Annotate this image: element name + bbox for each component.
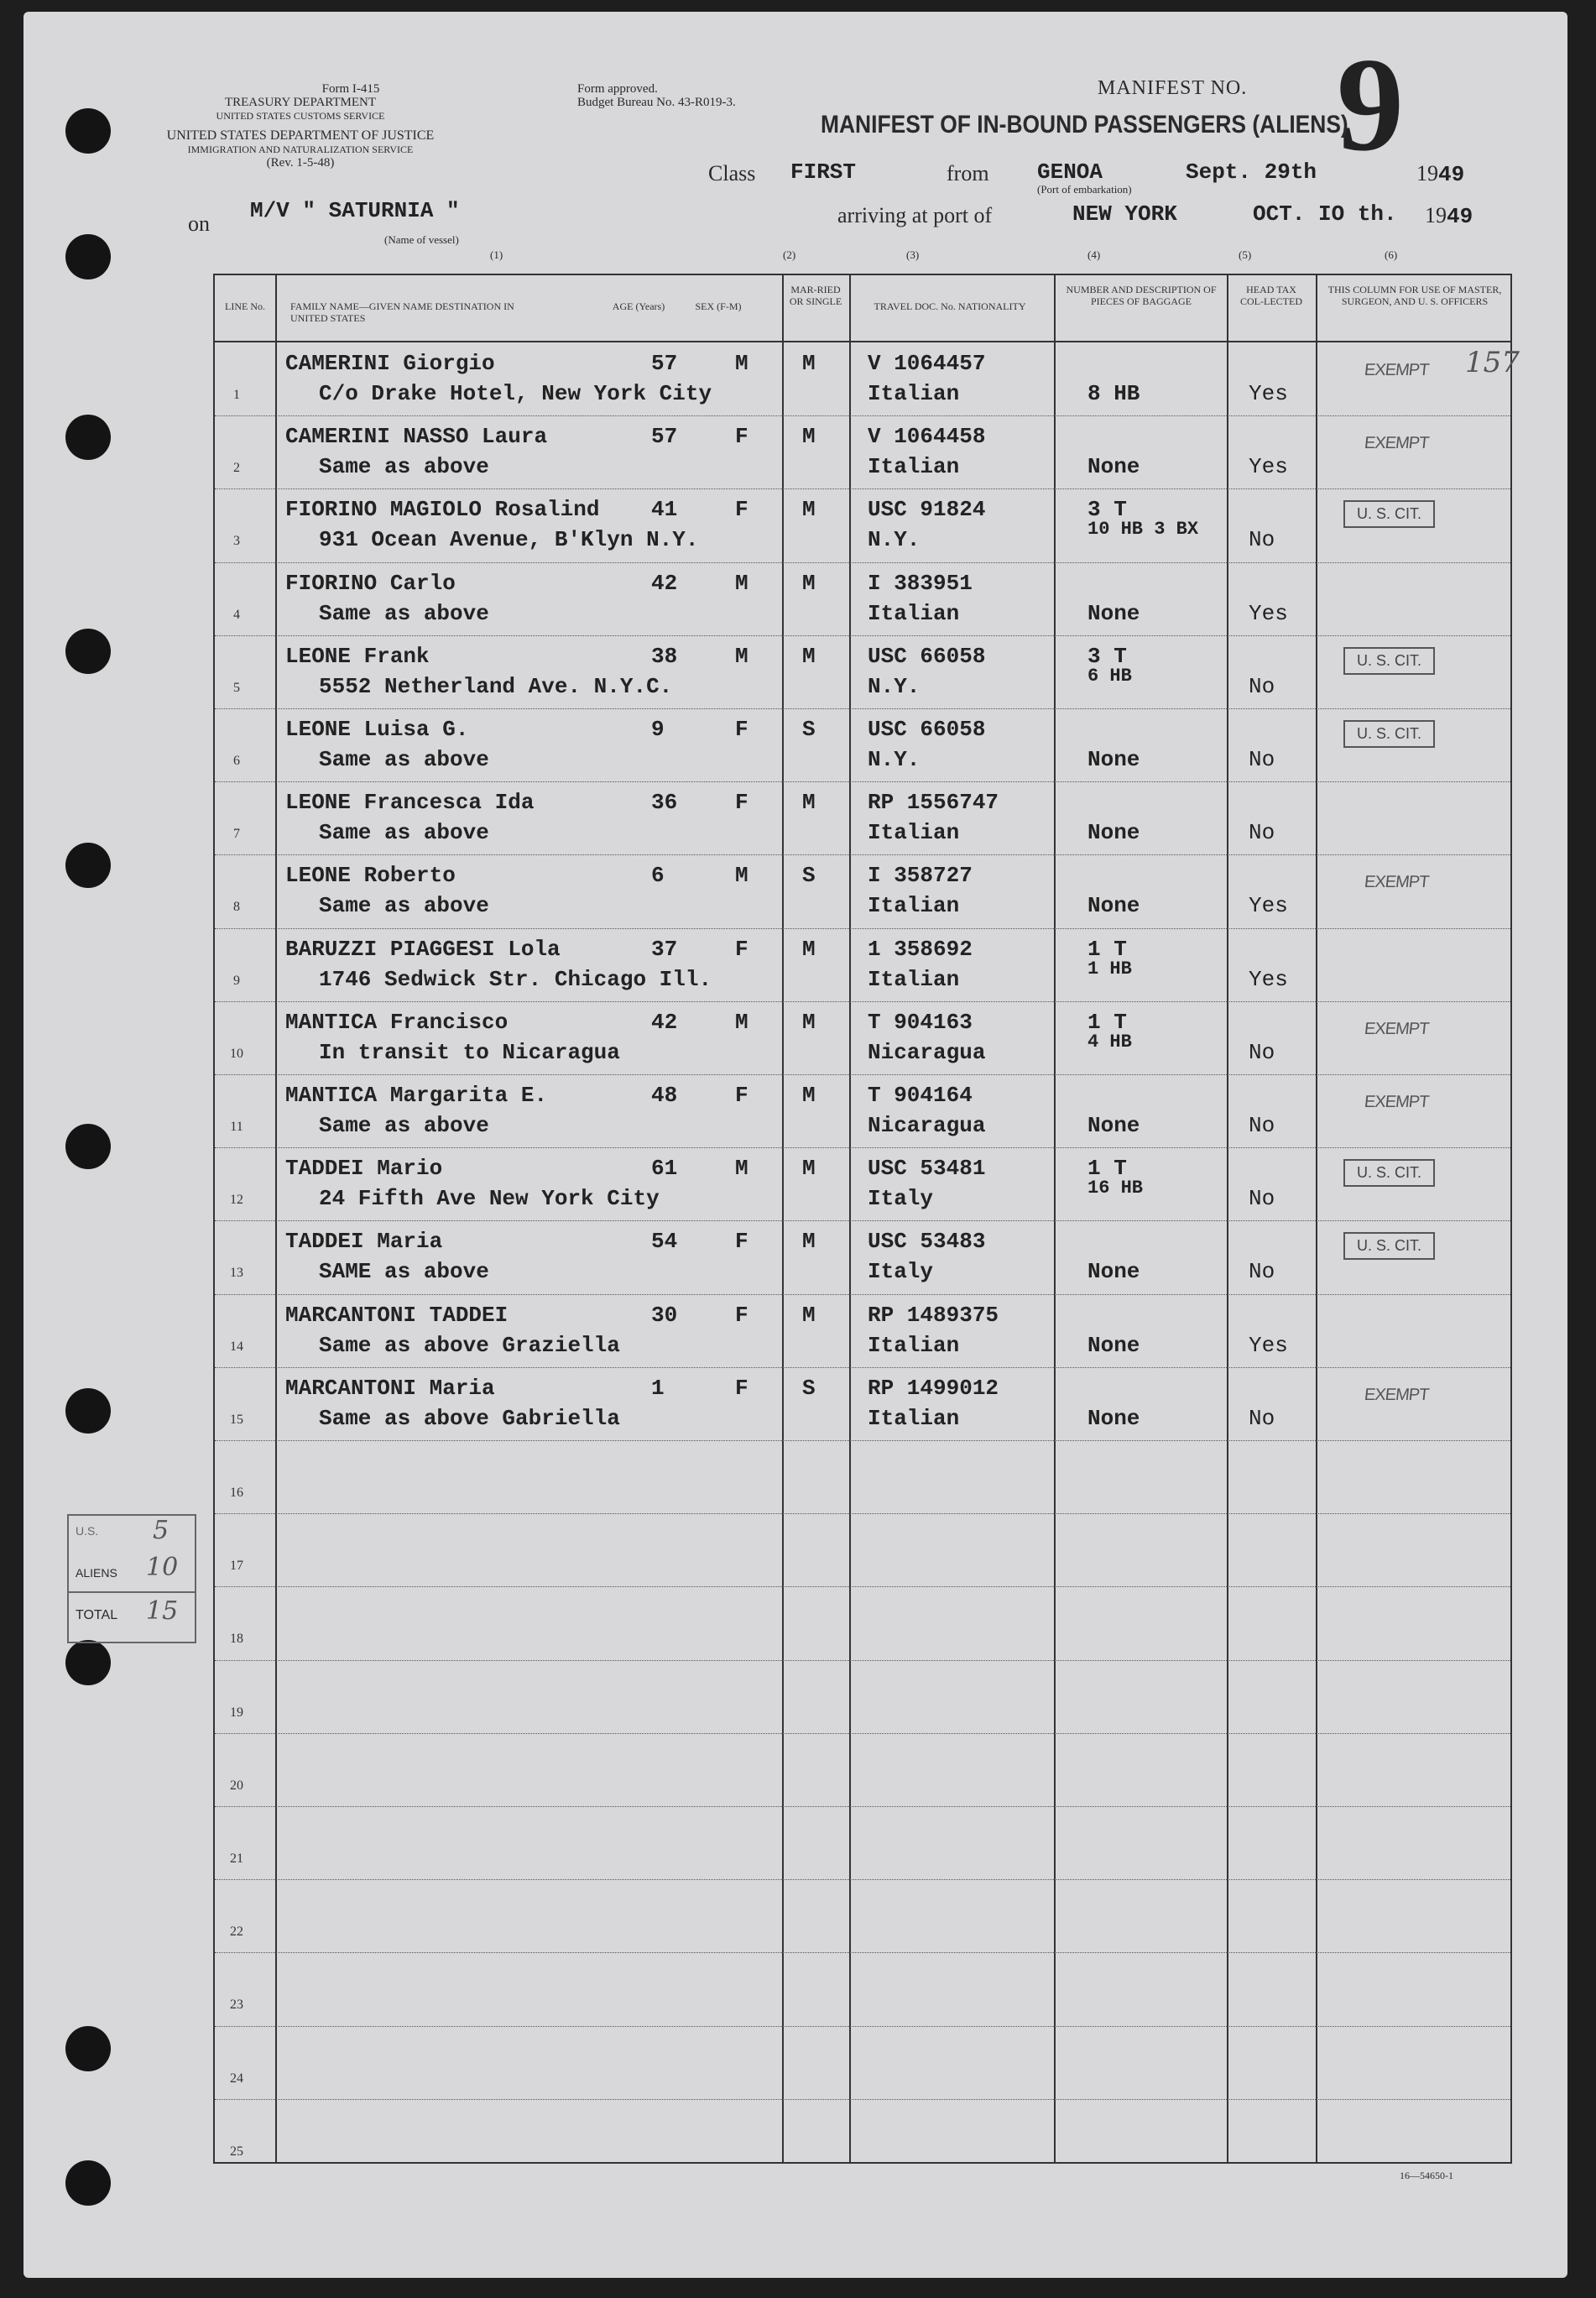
header-age: AGE (Years) <box>612 300 665 312</box>
form-approved-text: Form approved. <box>577 82 658 96</box>
marital-status: S <box>802 863 816 889</box>
baggage-primary: 1 T <box>1087 1156 1127 1182</box>
exempt-note: EXEMPT <box>1363 873 1430 892</box>
sex: F <box>735 424 748 450</box>
baggage-secondary: 10 HB 3 BX <box>1087 519 1199 541</box>
sex: F <box>735 717 748 742</box>
table-row-empty <box>215 1513 1510 1586</box>
marital-status: M <box>802 1229 816 1255</box>
us-citizen-stamp: U. S. CIT. <box>1343 500 1435 528</box>
passenger-name: FIORINO Carlo <box>285 570 456 596</box>
age: 36 <box>651 790 678 816</box>
punch-hole <box>65 1124 111 1169</box>
header-sex: SEX (F-M) <box>695 300 742 312</box>
nationality: Nicaragua <box>868 1113 986 1138</box>
table-row <box>215 1001 1510 1074</box>
departure-date: Sept. 29th <box>1186 159 1317 185</box>
table-row <box>215 854 1510 927</box>
passenger-name: CAMERINI NASSO Laura <box>285 424 548 450</box>
marital-status: S <box>802 717 816 742</box>
baggage-secondary: 6 HB <box>1087 665 1132 687</box>
travel-doc-number: I 383951 <box>868 570 973 596</box>
travel-doc-number: USC 53483 <box>868 1229 986 1255</box>
travel-doc-number: T 904163 <box>868 1009 973 1035</box>
head-tax: Yes <box>1249 381 1288 406</box>
nationality: N.Y. <box>868 747 921 772</box>
table-row-empty <box>215 1586 1510 1659</box>
line-number: 7 <box>233 827 240 842</box>
nationality: Italian <box>868 381 960 406</box>
from-label: from <box>947 161 989 185</box>
baggage-primary: 1 T <box>1087 1009 1127 1035</box>
passenger-name: FIORINO MAGIOLO Rosalind <box>285 497 600 523</box>
line-number: 19 <box>230 1705 243 1720</box>
total-count: 15 <box>146 1596 179 1626</box>
sex: F <box>735 936 748 962</box>
punch-hole <box>65 234 111 279</box>
departure-year <box>1416 161 1464 187</box>
arrival-year <box>1425 203 1473 229</box>
line-number: 5 <box>233 680 240 695</box>
header-baggage: NUMBER AND DESCRIPTION OF PIECES OF BAGGAGE <box>1066 284 1217 307</box>
table-row <box>215 1147 1510 1220</box>
table-row <box>215 1367 1510 1440</box>
table-row-empty <box>215 1806 1510 1879</box>
table-row-empty <box>215 1440 1510 1513</box>
line-number: 4 <box>233 607 240 622</box>
sex: M <box>735 1009 748 1035</box>
destination: Same as above <box>319 600 489 626</box>
header-name: FAMILY NAME—GIVEN NAME DESTINATION IN UNITED STATES <box>290 300 514 324</box>
table-row <box>215 1294 1510 1367</box>
baggage-primary: None <box>1087 1113 1140 1138</box>
line-number: 8 <box>233 900 240 915</box>
form-number: Form I-415 <box>321 82 380 96</box>
baggage-primary: None <box>1087 454 1140 480</box>
travel-doc-number: RP 1556747 <box>868 790 999 816</box>
passenger-name: BARUZZI PIAGGESI Lola <box>285 936 561 962</box>
form-header-block <box>166 82 435 123</box>
footer-code: 16—54650-1 <box>1400 2170 1453 2181</box>
destination: Same as above <box>319 454 489 480</box>
us-citizen-stamp: U. S. CIT. <box>1343 1232 1435 1260</box>
sex: M <box>735 1156 748 1182</box>
head-tax: Yes <box>1249 454 1288 480</box>
class-label: Class <box>708 161 756 185</box>
year-prefix: 19 <box>1416 161 1438 185</box>
sex: M <box>735 351 748 376</box>
nationality: Nicaragua <box>868 1039 986 1065</box>
baggage-primary: 1 T <box>1087 936 1127 962</box>
head-tax: Yes <box>1249 1332 1288 1358</box>
sex: F <box>735 790 748 816</box>
passenger-name: CAMERINI Giorgio <box>285 351 495 376</box>
line-number: 12 <box>230 1193 243 1208</box>
destination: In transit to Nicaragua <box>319 1039 620 1065</box>
head-tax: No <box>1249 1259 1275 1285</box>
header-travel-doc: TRAVEL DOC. No. NATIONALITY <box>874 300 1026 312</box>
aliens-count: 10 <box>146 1553 179 1582</box>
head-tax: No <box>1249 1186 1275 1212</box>
nationality: Italian <box>868 600 960 626</box>
travel-doc-number: V 1064457 <box>868 351 986 376</box>
age: 42 <box>651 570 678 596</box>
table-row <box>215 928 1510 1001</box>
baggage-primary: 3 T <box>1087 643 1127 669</box>
sex: M <box>735 863 748 889</box>
destination: Same as above <box>319 747 489 772</box>
vessel-name: M/V " SATURNIA " <box>250 198 460 223</box>
exempt-note: EXEMPT <box>1363 361 1430 379</box>
baggage-primary: 8 HB <box>1087 381 1140 406</box>
line-number: 14 <box>230 1339 243 1354</box>
punch-hole <box>65 108 111 154</box>
line-number: 9 <box>233 973 240 988</box>
line-number: 16 <box>230 1486 243 1500</box>
line-number: 13 <box>230 1266 243 1281</box>
baggage-primary: None <box>1087 1332 1140 1358</box>
manifest-no-label: MANIFEST NO. <box>1098 77 1248 99</box>
table-row-empty <box>215 1879 1510 1952</box>
head-tax: No <box>1249 527 1275 553</box>
marital-status: S <box>802 1375 816 1401</box>
punch-hole <box>65 629 111 674</box>
form-header-block-2 <box>158 129 443 170</box>
col-num-1: (1) <box>490 248 503 261</box>
budget-bureau-text: Budget Bureau No. 43-R019-3. <box>577 96 736 109</box>
head-tax: Yes <box>1249 893 1288 919</box>
nationality: Italian <box>868 1405 960 1431</box>
us-citizen-stamp: U. S. CIT. <box>1343 1159 1435 1187</box>
nationality: Italian <box>868 1332 960 1358</box>
table-row <box>215 342 1520 415</box>
travel-doc-number: RP 1489375 <box>868 1302 999 1328</box>
manifest-number: 9 <box>1337 29 1404 179</box>
marital-status: M <box>802 1009 816 1035</box>
us-cit-count: 5 <box>153 1516 170 1545</box>
punch-hole <box>65 2160 111 2206</box>
table-row <box>215 635 1510 708</box>
marital-status: M <box>802 1156 816 1182</box>
table-row <box>215 415 1510 488</box>
line-number: 18 <box>230 1632 243 1647</box>
baggage-secondary: 1 HB <box>1087 958 1132 979</box>
travel-doc-number: V 1064458 <box>868 424 986 450</box>
age: 61 <box>651 1156 678 1182</box>
sex: M <box>735 643 748 669</box>
table-row-empty <box>215 2026 1510 2099</box>
travel-doc-number: 1 358692 <box>868 936 973 962</box>
age: 37 <box>651 936 678 962</box>
baggage-primary: None <box>1087 1259 1140 1285</box>
punch-hole <box>65 1388 111 1434</box>
head-tax: No <box>1249 673 1275 699</box>
table-row <box>215 781 1510 854</box>
age: 57 <box>651 424 678 450</box>
baggage-primary: None <box>1087 600 1140 626</box>
destination: Same as above <box>319 1113 489 1138</box>
form-approval <box>577 82 736 109</box>
nationality: Italian <box>868 820 960 846</box>
age: 54 <box>651 1229 678 1255</box>
line-number: 24 <box>230 2071 243 2086</box>
line-number: 20 <box>230 1778 243 1793</box>
destination: Same as above Gabriella <box>319 1405 620 1431</box>
head-tax: Yes <box>1249 966 1288 992</box>
dept-treasury: TREASURY DEPARTMENT <box>224 96 377 109</box>
us-citizen-stamp: U. S. CIT. <box>1343 720 1435 748</box>
destination: 5552 Netherland Ave. N.Y.C. <box>319 673 673 699</box>
nationality: Italy <box>868 1259 934 1285</box>
marital-status: M <box>802 424 816 450</box>
punch-hole <box>65 843 111 888</box>
line-number: 22 <box>230 1925 243 1940</box>
age: 41 <box>651 497 678 523</box>
punch-hole <box>65 1640 111 1685</box>
line-number: 21 <box>230 1851 243 1866</box>
passenger-name: TADDEI Mario <box>285 1156 443 1182</box>
table-row-empty <box>215 1660 1510 1733</box>
table-row <box>215 488 1510 561</box>
from-value: GENOA <box>1037 159 1103 185</box>
passenger-name: MARCANTONI Maria <box>285 1375 495 1401</box>
travel-doc-number: I 358727 <box>868 863 973 889</box>
table-row <box>215 1220 1510 1293</box>
travel-doc-number: USC 66058 <box>868 643 986 669</box>
baggage-secondary: 16 HB <box>1087 1178 1144 1199</box>
line-number: 6 <box>233 754 240 768</box>
baggage-primary: None <box>1087 820 1140 846</box>
marital-status: M <box>802 790 816 816</box>
exempt-note: EXEMPT <box>1363 1385 1430 1404</box>
travel-doc-number: RP 1499012 <box>868 1375 999 1401</box>
baggage-primary: None <box>1087 1405 1140 1431</box>
table-row-empty <box>215 1952 1510 2025</box>
sex: M <box>735 570 748 596</box>
head-tax: No <box>1249 1039 1275 1065</box>
line-number: 11 <box>230 1120 243 1134</box>
year-suffix: 49 <box>1438 162 1465 187</box>
marital-status: M <box>802 1302 816 1328</box>
table-row <box>215 708 1510 781</box>
baggage-primary: None <box>1087 747 1140 772</box>
dept-customs: UNITED STATES CUSTOMS SERVICE <box>216 110 385 122</box>
head-tax: Yes <box>1249 600 1288 626</box>
on-label: on <box>188 212 210 236</box>
age: 38 <box>651 643 678 669</box>
sex: F <box>735 1229 748 1255</box>
passenger-name: MANTICA Margarita E. <box>285 1083 548 1108</box>
age: 42 <box>651 1009 678 1035</box>
us-cit-label: U.S. <box>76 1524 99 1538</box>
line-number: 15 <box>230 1412 243 1427</box>
line-number: 10 <box>230 1046 243 1061</box>
age: 57 <box>651 351 678 376</box>
header-line-no: LINE No. <box>225 300 265 312</box>
line-number: 17 <box>230 1559 243 1574</box>
header-married: MAR-RIED OR SINGLE <box>789 284 842 307</box>
travel-doc-number: USC 53481 <box>868 1156 986 1182</box>
sex: F <box>735 1375 748 1401</box>
col-num-6: (6) <box>1385 248 1398 261</box>
age: 48 <box>651 1083 678 1108</box>
marital-status: M <box>802 570 816 596</box>
line-number: 3 <box>233 534 240 549</box>
vessel-name-note: (Name of vessel) <box>384 233 459 246</box>
travel-doc-number: USC 91824 <box>868 497 986 523</box>
age: 30 <box>651 1302 678 1328</box>
us-citizen-stamp: U. S. CIT. <box>1343 647 1435 675</box>
line-number: 23 <box>230 1998 243 2013</box>
age: 6 <box>651 863 665 889</box>
passenger-name: LEONE Luisa G. <box>285 717 469 742</box>
baggage-primary: None <box>1087 893 1140 919</box>
table-row-empty <box>215 2099 1510 2172</box>
destination: Same as above <box>319 893 489 919</box>
exempt-note: EXEMPT <box>1363 1019 1430 1038</box>
arrival-port: NEW YORK <box>1072 201 1177 227</box>
dept-immigration: IMMIGRATION AND NATURALIZATION SERVICE <box>187 144 414 155</box>
head-tax: No <box>1249 820 1275 846</box>
destination: 24 Fifth Ave New York City <box>319 1186 660 1212</box>
totals-box <box>67 1514 196 1643</box>
arriving-label: arriving at port of <box>837 203 993 227</box>
destination: Same as above Graziella <box>319 1332 620 1358</box>
baggage-primary: 3 T <box>1087 497 1127 523</box>
col-num-5: (5) <box>1239 248 1252 261</box>
nationality: N.Y. <box>868 673 921 699</box>
nationality: N.Y. <box>868 527 921 553</box>
table-row <box>215 562 1510 635</box>
destination: SAME as above <box>319 1259 489 1285</box>
exempt-note: EXEMPT <box>1363 434 1430 453</box>
totals-divider <box>69 1591 195 1593</box>
destination: 931 Ocean Avenue, B'Klyn N.Y. <box>319 527 699 553</box>
passenger-name: LEONE Frank <box>285 643 430 669</box>
nationality: Italy <box>868 1186 934 1212</box>
manifest-title: MANIFEST OF IN-BOUND PASSENGERS (ALIENS) <box>821 111 1348 138</box>
age: 9 <box>651 717 665 742</box>
port-embarkation-note: (Port of embarkation) <box>1037 183 1132 196</box>
line-number: 25 <box>230 2144 243 2159</box>
dept-justice: UNITED STATES DEPARTMENT OF JUSTICE <box>166 128 435 143</box>
destination: Same as above <box>319 820 489 846</box>
passenger-name: MANTICA Francisco <box>285 1009 509 1035</box>
table-row <box>215 1074 1510 1147</box>
destination: 1746 Sedwick Str. Chicago Ill. <box>319 966 712 992</box>
header-officers: THIS COLUMN FOR USE OF MASTER, SURGEON, AND U. S. OFFICERS <box>1327 284 1502 307</box>
baggage-secondary: 4 HB <box>1087 1031 1132 1052</box>
destination: C/o Drake Hotel, New York City <box>319 381 712 406</box>
passenger-name: TADDEI Maria <box>285 1229 443 1255</box>
marital-status: M <box>802 643 816 669</box>
year-prefix: 19 <box>1425 203 1447 227</box>
manifest-page <box>23 12 1567 2278</box>
line-number: 1 <box>233 388 240 402</box>
col-num-3: (3) <box>906 248 920 261</box>
class-value: FIRST <box>790 159 857 185</box>
head-tax: No <box>1249 747 1275 772</box>
travel-doc-number: T 904164 <box>868 1083 973 1108</box>
punch-hole <box>65 415 111 460</box>
total-label: TOTAL <box>76 1608 118 1622</box>
arrival-date: OCT. IO th. <box>1253 201 1397 227</box>
sex: F <box>735 1302 748 1328</box>
year-suffix: 49 <box>1447 204 1473 229</box>
aliens-label: ALIENS <box>76 1566 117 1580</box>
sex: F <box>735 1083 748 1108</box>
age: 1 <box>651 1375 665 1401</box>
marital-status: M <box>802 497 816 523</box>
line-number: 2 <box>233 461 240 476</box>
punch-hole <box>65 2026 111 2071</box>
sex: F <box>735 497 748 523</box>
passenger-name: LEONE Roberto <box>285 863 456 889</box>
marital-status: M <box>802 936 816 962</box>
head-tax: No <box>1249 1113 1275 1138</box>
nationality: Italian <box>868 454 960 480</box>
col-num-4: (4) <box>1087 248 1101 261</box>
manifest-table <box>213 274 1520 2164</box>
form-revision: (Rev. 1-5-48) <box>266 156 335 170</box>
passenger-name: MARCANTONI TADDEI <box>285 1302 509 1328</box>
table-row-empty <box>215 1733 1510 1806</box>
marital-status: M <box>802 351 816 376</box>
handwritten-number: 157 <box>1465 346 1520 379</box>
exempt-note: EXEMPT <box>1363 1093 1430 1111</box>
travel-doc-number: USC 66058 <box>868 717 986 742</box>
passenger-name: LEONE Francesca Ida <box>285 790 535 816</box>
header-head-tax: HEAD TAX COL-LECTED <box>1240 284 1302 307</box>
col-num-2: (2) <box>783 248 796 261</box>
nationality: Italian <box>868 893 960 919</box>
marital-status: M <box>802 1083 816 1108</box>
head-tax: No <box>1249 1405 1275 1431</box>
nationality: Italian <box>868 966 960 992</box>
